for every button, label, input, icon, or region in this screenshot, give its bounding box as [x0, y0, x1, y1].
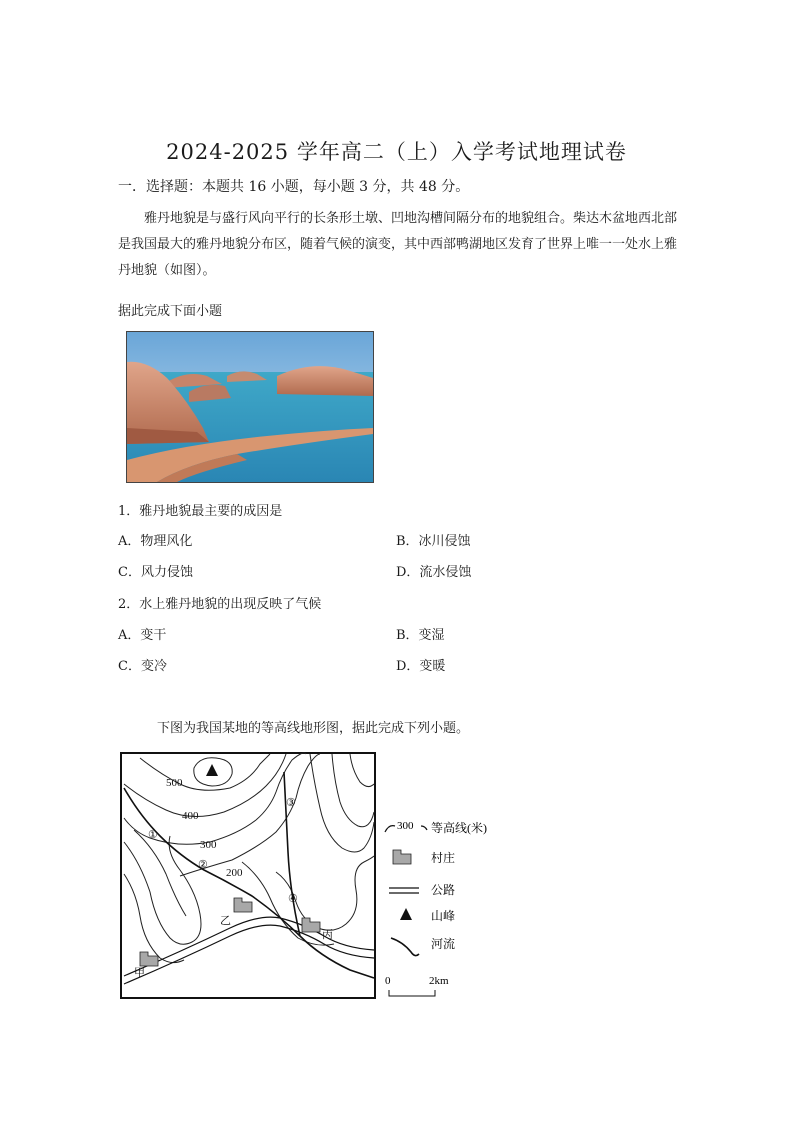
- yardang-photo: [126, 331, 374, 483]
- village-label-bing: 丙: [322, 929, 333, 941]
- passage: 雅丹地貌是与盛行风向平行的长条形土墩、凹地沟槽间隔分布的地貌组合。柴达木盆地西北部是我国最大的雅丹地貌分布区，随着气候的演变，其中西部鸭湖地区发育了世界上唯一一处水上雅丹地貌（如图）。: [118, 211, 678, 278]
- legend-road-label: 公路: [431, 883, 456, 897]
- legend-river-icon: [391, 938, 419, 956]
- question-1-option-c[interactable]: C．风力侵蚀: [118, 565, 193, 580]
- map-intro: 下图为我国某地的等高线地形图，据此完成下列小题。: [157, 721, 470, 736]
- instruction: 据此完成下面小题: [118, 304, 223, 319]
- village-label-jia: 甲: [134, 967, 145, 979]
- question-2-option-d[interactable]: D．变暖: [396, 659, 446, 674]
- contour-label-200: 200: [226, 867, 243, 879]
- legend-river-label: 河流: [431, 937, 456, 951]
- village-label-yi: 乙: [220, 915, 231, 927]
- scale-bar: [389, 990, 435, 996]
- legend-peak-icon: [400, 908, 412, 920]
- legend-peak-label: 山峰: [431, 909, 456, 923]
- legend-contour-label: 等高线(米): [431, 821, 487, 835]
- contour-map: [120, 752, 376, 999]
- contour-label-500: 500: [166, 777, 183, 789]
- legend-village-icon: [393, 850, 411, 864]
- legend-village-label: 村庄: [431, 851, 456, 865]
- question-1-option-a[interactable]: A．物理风化: [118, 534, 193, 549]
- contour-label-400: 400: [182, 810, 199, 822]
- point-label-3: ③: [286, 797, 296, 809]
- question-1-stem: 1．雅丹地貌最主要的成因是: [118, 504, 283, 519]
- question-2-option-a[interactable]: A．变干: [118, 628, 167, 643]
- contour-label-300: 300: [200, 839, 217, 851]
- question-2-option-c[interactable]: C．变冷: [118, 659, 167, 674]
- question-2-stem: 2．水上雅丹地貌的出现反映了气候: [118, 597, 322, 612]
- question-2-option-b[interactable]: B．变湿: [396, 628, 445, 643]
- question-1-option-d[interactable]: D．流水侵蚀: [396, 565, 472, 580]
- legend-contour-value: 300: [397, 820, 414, 832]
- point-label-4: ④: [288, 893, 298, 905]
- map-legend: [383, 814, 513, 1004]
- scale-end: 2km: [429, 975, 449, 987]
- section-heading: 一．选择题：本题共 16 小题，每小题 3 分，共 48 分。: [118, 179, 470, 195]
- point-label-2: ②: [198, 859, 208, 871]
- page-title: 2024-2025 学年高二（上）入学考试地理试卷: [166, 140, 627, 164]
- scale-start: 0: [385, 975, 391, 987]
- point-label-1: ①: [148, 829, 158, 841]
- question-1-option-b[interactable]: B．冰川侵蚀: [396, 534, 471, 549]
